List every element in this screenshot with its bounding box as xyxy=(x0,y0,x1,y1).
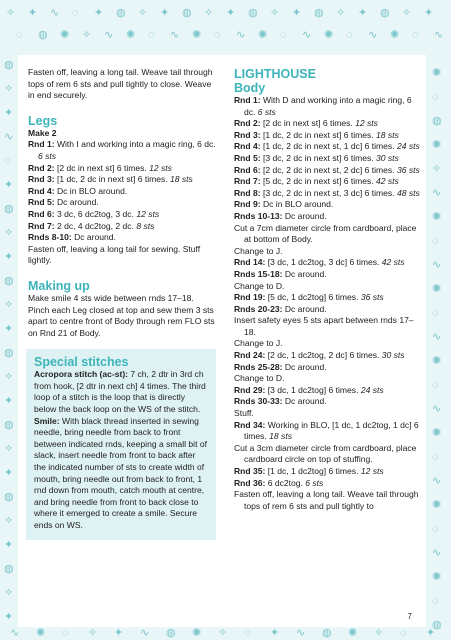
border-doodle-icon: ◍ xyxy=(4,491,14,503)
border-doodle-icon: ◌ xyxy=(432,379,439,391)
round-label: Rnds 15-18: xyxy=(234,268,283,279)
border-doodle-icon: ✧ xyxy=(204,7,214,19)
border-doodle-icon: ∿ xyxy=(432,331,442,343)
round-text: Dc around. xyxy=(282,361,327,372)
pattern-round xyxy=(28,209,216,221)
border-doodle-icon: ✧ xyxy=(4,83,14,95)
round-text: 3 dc, 6 dc2tog, 3 dc. xyxy=(54,208,137,219)
pattern-round xyxy=(234,141,422,153)
border-doodle-icon: ◌ xyxy=(432,451,439,463)
round-text: Change to D. xyxy=(234,280,285,291)
pattern-round xyxy=(234,396,422,408)
making-up-heading: Making up xyxy=(28,278,90,293)
border-doodle-icon: ◍ xyxy=(432,115,442,127)
round-count: 42 sts xyxy=(376,176,399,187)
round-text: Change to J. xyxy=(234,338,283,349)
border-doodle-icon: ∿ xyxy=(296,627,306,639)
smile-stitch xyxy=(34,416,208,532)
round-label: Rnd 5: xyxy=(28,197,55,208)
pattern-round xyxy=(234,95,422,118)
border-doodle-icon: ◍ xyxy=(182,7,192,19)
border-doodle-icon: ✺ xyxy=(390,29,400,41)
border-doodle-icon: ◍ xyxy=(248,7,258,19)
border-doodle-icon: ∿ xyxy=(236,29,246,41)
round-count: 6 sts xyxy=(38,150,57,161)
border-doodle-icon: ✺ xyxy=(432,211,442,223)
round-count: 12 sts xyxy=(360,466,384,476)
pattern-round xyxy=(28,221,216,233)
border-doodle-icon: ✧ xyxy=(82,29,92,41)
legs-heading: Legs xyxy=(28,113,58,128)
round-text: Working in BLO, [1 dc, 1 dc2tog, 1 dc] 6 times. xyxy=(244,419,419,442)
border-doodle-icon: ✺ xyxy=(60,29,70,41)
round-count: 42 sts xyxy=(381,257,405,268)
round-text: Change to D. xyxy=(234,373,285,384)
special-stitches-heading: Special stitches xyxy=(34,355,129,370)
round-count: 24 sts xyxy=(360,384,384,395)
acropora-stitch xyxy=(34,369,208,415)
round-count: 12 sts xyxy=(355,118,378,129)
round-count: 8 sts xyxy=(136,220,155,231)
border-doodle-icon: ∿ xyxy=(104,29,114,41)
border-doodle-icon: ∿ xyxy=(302,29,312,41)
round-text: Cut a 7cm diameter circle from cardboard, place at bottom of Body. xyxy=(234,222,417,245)
legs-rounds xyxy=(28,139,216,243)
border-doodle-icon: ◌ xyxy=(432,595,439,607)
round-text: With I and working into a magic ring, 6 dc. xyxy=(54,139,216,150)
round-label: Rnd 14: xyxy=(234,257,266,268)
pattern-round xyxy=(234,304,422,316)
border-doodle-icon: ✦ xyxy=(4,539,14,551)
round-label: Rnd 35: xyxy=(234,466,266,476)
border-doodle-icon: ✺ xyxy=(126,29,136,41)
body-rounds xyxy=(234,95,422,512)
border-doodle-icon: ◌ xyxy=(4,155,11,167)
border-doodle-icon: ✺ xyxy=(432,499,442,511)
round-text: [1 dc, 2 dc in next st] 6 times. xyxy=(260,129,377,140)
border-doodle-icon: ✦ xyxy=(226,7,236,19)
border-doodle-icon: ✺ xyxy=(432,139,442,151)
round-text: [2 dc in next st] 6 times. xyxy=(54,162,150,173)
border-doodle-icon: ◍ xyxy=(4,419,14,431)
special-stitches-box xyxy=(26,349,216,539)
round-count: 6 sts xyxy=(305,477,324,488)
round-text: [1 dc, 2 dc in next st, 1 dc] 6 times. xyxy=(260,141,397,152)
border-doodle-icon: ✧ xyxy=(4,443,14,455)
border-doodle-icon: ◍ xyxy=(322,627,332,639)
pattern-round xyxy=(28,139,216,162)
pattern-round xyxy=(28,174,216,186)
pattern-round xyxy=(234,281,422,293)
border-doodle-icon: ✦ xyxy=(4,395,14,407)
border-doodle-icon: ✦ xyxy=(160,7,170,19)
pattern-round xyxy=(234,165,422,177)
border-doodle-icon: ∿ xyxy=(432,403,442,415)
round-count: 18 sts xyxy=(376,129,399,140)
border-doodle-icon: ✧ xyxy=(4,299,14,311)
pattern-round xyxy=(28,186,216,198)
pattern-round xyxy=(234,373,422,385)
border-doodle-icon: ✦ xyxy=(4,107,14,119)
pattern-round xyxy=(234,188,422,200)
round-label: Rnd 1: xyxy=(28,139,55,150)
border-doodle-icon: ◍ xyxy=(38,29,48,41)
border-doodle-icon: ◍ xyxy=(380,7,390,19)
round-label: Rnd 7: xyxy=(28,220,55,231)
border-doodle-icon: ∿ xyxy=(434,29,444,41)
round-text: Cut a 3cm diameter circle from cardboard, place cardboard circle on top of stuffing. xyxy=(234,442,417,465)
border-doodle-icon: ✦ xyxy=(270,627,280,639)
border-doodle-icon: ◌ xyxy=(214,29,221,41)
border-doodle-icon: ✦ xyxy=(358,7,368,19)
pattern-round xyxy=(234,118,422,130)
round-text: 6 dc2tog. xyxy=(265,477,306,488)
acropora-label: Acropora stitch (ac-st): xyxy=(34,369,129,380)
border-doodle-icon: ◌ xyxy=(346,29,353,41)
round-count: 48 sts xyxy=(396,187,420,198)
page-number: 7 xyxy=(407,612,412,621)
round-count: 18 sts xyxy=(269,431,292,442)
round-text: With D and working into a magic ring, 6 dc. xyxy=(244,95,412,117)
round-count: 36 sts xyxy=(360,292,384,303)
round-count: 12 sts xyxy=(149,162,172,173)
round-label: Rnd 9: xyxy=(234,199,261,210)
border-doodle-icon: ◍ xyxy=(432,619,442,631)
border-doodle-icon: ✺ xyxy=(432,283,442,295)
round-label: Rnds 8-10: xyxy=(28,232,72,243)
round-text: [3 dc, 2 dc in next st] 6 times. xyxy=(260,152,377,163)
round-text: [1 dc, 1 dc2tog] 6 times. xyxy=(265,466,361,476)
border-doodle-icon: ◍ xyxy=(4,563,14,575)
border-doodle-icon: ✦ xyxy=(292,7,302,19)
round-text: [3 dc, 1 dc2tog] 6 times. xyxy=(265,384,361,395)
pattern-round xyxy=(234,292,422,304)
round-label: Rnds 25-28: xyxy=(234,361,283,372)
border-doodle-icon: ✧ xyxy=(402,7,412,19)
border-doodle-icon: ◍ xyxy=(4,203,14,215)
border-doodle-icon: ∿ xyxy=(432,475,442,487)
pattern-round xyxy=(234,176,422,188)
border-doodle-icon: ◍ xyxy=(4,347,14,359)
round-text: 2 dc, 4 dc2tog, 2 dc. xyxy=(54,220,137,231)
round-label: Rnds 30-33: xyxy=(234,396,283,407)
border-doodle-icon: ✦ xyxy=(94,7,104,19)
round-text: [5 dc, 2 dc in next st] 6 times. xyxy=(260,176,377,187)
border-doodle-icon: ✦ xyxy=(424,7,434,19)
round-label: Rnd 4: xyxy=(234,141,261,152)
round-label: Rnd 2: xyxy=(28,162,55,173)
border-doodle-icon: ◍ xyxy=(116,7,126,19)
round-count: 30 sts xyxy=(381,350,405,361)
round-text: Dc around. xyxy=(282,396,327,407)
smile-text: With black thread inserted in sewing needle, bring needle from back to front between indicated rnds, keeping a small bit of slack, insert needle from front to back after the indicated number of sts to create width of mouth, bring needle out from back to front, 1 rnd down from mouth, catch mouth at centre, and bring needle from front to back close to where it emerged to create a smile. Secure ends on WS. xyxy=(34,415,207,530)
making-up-text: Make smile 4 sts wide between rnds 17–18. Pinch each Leg closed at top and sew them 3 sts apart to centre front of Body through rem FLO sts on Rnd 21 of Body. xyxy=(28,292,215,338)
round-label: Rnds 20-23: xyxy=(234,303,283,314)
round-text: [2 dc in next st] 6 times. xyxy=(260,118,356,129)
round-text: Fasten off, leaving a long tail. Weave tail through tops of rem 6 sts and pull tightly to xyxy=(234,489,419,511)
border-doodle-icon: ∿ xyxy=(368,29,378,41)
round-label: Rnds 10-13: xyxy=(234,210,283,221)
round-text: [3 dc, 1 dc2tog, 3 dc] 6 times. xyxy=(265,257,382,268)
border-doodle-icon: ◍ xyxy=(4,59,14,71)
round-count: 12 sts xyxy=(136,208,160,219)
round-text: Dc around. xyxy=(54,197,99,208)
border-doodle-icon: ✧ xyxy=(4,587,14,599)
border-doodle-icon: ∿ xyxy=(170,29,180,41)
round-text: Dc around. xyxy=(282,210,327,221)
round-count: 18 sts xyxy=(170,174,193,185)
border-doodle-icon: ✺ xyxy=(432,571,442,583)
pattern-round xyxy=(234,246,422,258)
border-doodle-icon: ✧ xyxy=(336,7,346,19)
border-doodle-icon: ◌ xyxy=(148,29,155,41)
border-doodle-icon: ∿ xyxy=(10,627,20,639)
pattern-round xyxy=(234,199,422,211)
border-doodle-icon: ✺ xyxy=(192,627,202,639)
pattern-round xyxy=(234,489,422,512)
border-doodle-icon: ✺ xyxy=(432,355,442,367)
round-count: 30 sts xyxy=(376,152,399,163)
border-doodle-icon: ✺ xyxy=(432,67,442,79)
round-count: 24 sts xyxy=(396,141,420,152)
legs-outro: Fasten off, leaving a long tail for sewing. Stuff lightly. xyxy=(28,243,201,266)
round-text: Dc in BLO around. xyxy=(54,185,128,196)
border-doodle-icon: ◌ xyxy=(400,627,407,639)
round-text: [1 dc, 2 dc in next st] 6 times. xyxy=(54,174,171,185)
border-doodle-icon: ✺ xyxy=(36,627,46,639)
round-label: Rnd 36: xyxy=(234,477,266,488)
round-label: Rnd 34: xyxy=(234,419,266,430)
pattern-round xyxy=(234,385,422,397)
border-doodle-icon: ✦ xyxy=(4,323,14,335)
pattern-round xyxy=(28,197,216,209)
border-doodle-icon: ✧ xyxy=(4,515,14,527)
round-count: 6 sts xyxy=(257,106,276,117)
pattern-round xyxy=(28,232,216,244)
border-doodle-icon: ∿ xyxy=(432,547,442,559)
round-label: Rnd 4: xyxy=(28,185,55,196)
left-column xyxy=(28,67,216,540)
pattern-round xyxy=(234,420,422,443)
border-doodle-icon: ◍ xyxy=(4,275,14,287)
border-doodle-icon: ✧ xyxy=(218,627,228,639)
border-doodle-icon: ✧ xyxy=(4,227,14,239)
border-doodle-icon: ◍ xyxy=(314,7,324,19)
border-doodle-icon: ∿ xyxy=(4,131,14,143)
border-doodle-icon: ✺ xyxy=(192,29,202,41)
round-label: Rnd 5: xyxy=(234,152,261,163)
acropora-text: 7 ch, 2 dtr in 3rd ch from hook, [2 dtr in next ch] 4 times. The third loop of a stitch is the loop that is directly below the back loop on the WS of the stitch. xyxy=(34,369,206,415)
pattern-page xyxy=(18,55,426,627)
border-doodle-icon: ✺ xyxy=(432,427,442,439)
round-count: 36 sts xyxy=(396,164,420,175)
border-doodle-icon: ✦ xyxy=(4,179,14,191)
border-doodle-icon: ✺ xyxy=(258,29,268,41)
border-doodle-icon: ✧ xyxy=(270,7,280,19)
border-doodle-icon: ◌ xyxy=(62,627,69,639)
pattern-round xyxy=(234,362,422,374)
border-doodle-icon: ◌ xyxy=(244,627,251,639)
pattern-round xyxy=(234,223,422,246)
pattern-round xyxy=(234,153,422,165)
border-doodle-icon: ✧ xyxy=(138,7,148,19)
pattern-round xyxy=(234,315,422,338)
border-doodle-icon: ✦ xyxy=(4,467,14,479)
border-doodle-icon: ◌ xyxy=(432,307,439,319)
round-text: [2 dc, 2 dc in next st, 2 dc] 6 times. xyxy=(260,164,397,175)
round-text: Dc around. xyxy=(282,303,327,314)
border-doodle-icon: ✧ xyxy=(6,7,16,19)
intro-text: Fasten off, leaving a long tail. Weave tail through tops of rem 6 sts and pull tightly to close. Weave in end securely. xyxy=(28,67,213,101)
pattern-round xyxy=(234,443,422,466)
lighthouse-heading: LIGHTHOUSE xyxy=(234,67,316,81)
border-doodle-icon: ✦ xyxy=(114,627,124,639)
pattern-round xyxy=(234,408,422,420)
round-text: Stuff. xyxy=(234,408,254,419)
border-doodle-icon: ✦ xyxy=(4,611,14,623)
pattern-round xyxy=(28,163,216,175)
round-label: Rnd 7: xyxy=(234,176,261,187)
round-text: Dc in BLO around. xyxy=(260,199,334,210)
right-column xyxy=(234,67,422,512)
border-doodle-icon: ✧ xyxy=(4,371,14,383)
round-text: Dc around. xyxy=(282,268,327,279)
round-label: Rnd 6: xyxy=(234,164,261,175)
pattern-round xyxy=(234,257,422,269)
round-text: [5 dc, 1 dc2tog] 6 times. xyxy=(265,292,361,303)
round-label: Rnd 2: xyxy=(234,118,261,129)
round-label: Rnd 8: xyxy=(234,187,261,198)
border-doodle-icon: ◌ xyxy=(412,29,419,41)
pattern-round xyxy=(234,269,422,281)
border-doodle-icon: ◌ xyxy=(432,235,439,247)
border-doodle-icon: ◌ xyxy=(72,7,79,19)
round-label: Rnd 29: xyxy=(234,384,266,395)
round-label: Rnd 3: xyxy=(234,129,261,140)
pattern-round xyxy=(234,478,422,490)
body-heading: Body xyxy=(234,81,266,95)
pattern-round xyxy=(234,350,422,362)
border-doodle-icon: ✺ xyxy=(348,627,358,639)
border-doodle-icon: ∿ xyxy=(50,7,60,19)
round-label: Rnd 24: xyxy=(234,350,266,361)
border-doodle-icon: ✦ xyxy=(28,7,38,19)
border-doodle-icon: ◍ xyxy=(166,627,176,639)
border-doodle-icon: ◌ xyxy=(432,91,439,103)
border-doodle-icon: ◌ xyxy=(16,29,23,41)
round-label: Rnd 3: xyxy=(28,174,55,185)
border-doodle-icon: ✦ xyxy=(426,627,436,639)
round-label: Rnd 6: xyxy=(28,208,55,219)
round-text: [2 dc, 1 dc2tog, 2 dc] 6 times. xyxy=(265,350,382,361)
border-doodle-icon: ✧ xyxy=(432,163,442,175)
round-text: Dc around. xyxy=(71,232,116,243)
smile-label: Smile: xyxy=(34,415,60,426)
pattern-round xyxy=(234,466,422,478)
round-label: Rnd 1: xyxy=(234,95,261,105)
legs-make: Make 2 xyxy=(28,127,57,138)
border-doodle-icon: ✦ xyxy=(4,251,14,263)
pattern-round xyxy=(234,338,422,350)
border-doodle-icon: ✧ xyxy=(374,627,384,639)
round-text: Insert safety eyes 5 sts apart between rnds 17–18. xyxy=(234,315,414,337)
border-doodle-icon: ∿ xyxy=(140,627,150,639)
pattern-round xyxy=(234,211,422,223)
border-doodle-icon: ✺ xyxy=(324,29,334,41)
border-doodle-icon: ✧ xyxy=(88,627,98,639)
border-doodle-icon: ∿ xyxy=(432,187,442,199)
round-text: Change to J. xyxy=(234,245,283,256)
border-doodle-icon: ∿ xyxy=(432,259,442,271)
round-label: Rnd 19: xyxy=(234,292,266,303)
pattern-round xyxy=(234,130,422,142)
round-text: [3 dc, 2 dc in next st, 3 dc] 6 times. xyxy=(260,187,397,198)
border-doodle-icon: ◌ xyxy=(432,523,439,535)
border-doodle-icon: ◌ xyxy=(280,29,287,41)
